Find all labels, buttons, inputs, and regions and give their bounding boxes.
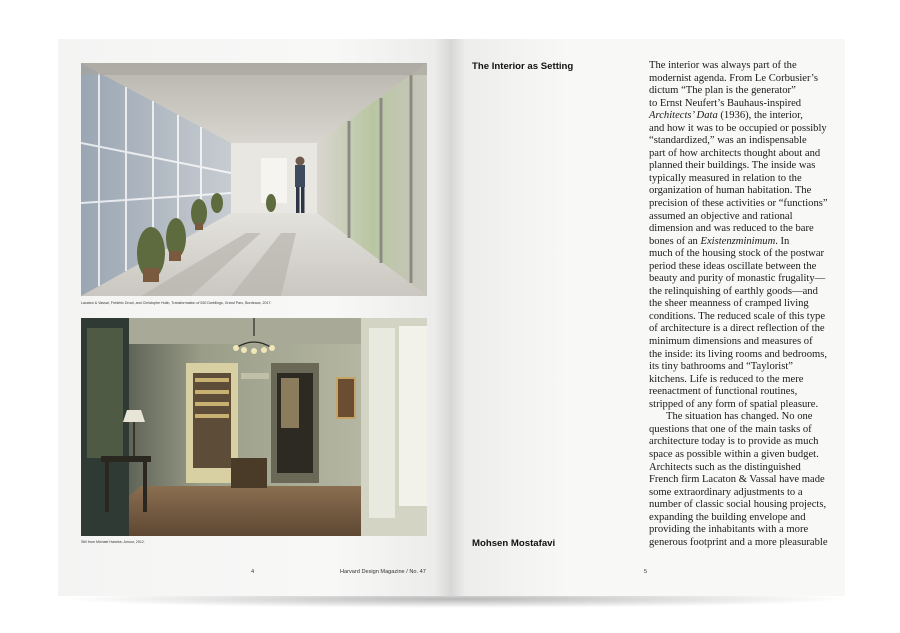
body-line: French firm Lacaton & Vassal have made (649, 474, 825, 486)
body-line: “standardized,” was an indispensable (649, 135, 807, 147)
body-line: Architects’ Data (1936), the interior, (649, 110, 803, 122)
caption-bottom: Still from Michael Haneke, Amour, 2012. (81, 540, 145, 544)
body-line: to Ernst Neufert’s Bauhaus-inspired (649, 97, 802, 109)
body-line: the sheer meanness of cramped living (649, 298, 809, 310)
body-line: generous footprint and a more pleasurable (649, 536, 828, 548)
body-line: the relinquishing of earthly goods—and (649, 285, 818, 297)
body-line: questions that one of the main tasks of (649, 423, 812, 435)
body-line: its tiny bathrooms and “Taylorist” (649, 361, 794, 373)
body-line: reenactment of functional routines, (649, 386, 798, 398)
body-line: assumed an objective and rational (649, 210, 793, 222)
body-line: conditions. The reduced scale of this type (649, 310, 826, 322)
body-line: minimum dimensions and measures of (649, 336, 813, 348)
body-line: of architecture is a direct reflection of the (649, 323, 825, 335)
author-name: Mohsen Mostafavi (472, 538, 556, 549)
photo-interior-enfilade (81, 318, 427, 536)
body-line: The situation has changed. No one (666, 411, 813, 423)
body-line: typically measured in relation to the (649, 172, 802, 184)
body-line: the inside: its living rooms and bedrooms, (649, 348, 828, 360)
body-line: number of classic social housing projects, (649, 499, 827, 511)
body-line: dictum “The plan is the generator” (649, 85, 796, 97)
body-line: modernist agenda. From Le Corbusier’s (649, 72, 818, 84)
body-line: beauty and purity of monastic frugality— (649, 273, 826, 285)
body-line: bones of an Existenzminimum. In (649, 235, 790, 247)
body-line: expanding the building envelope and (649, 511, 806, 523)
body-line: precision of these activities or “functions” (649, 198, 828, 210)
photo-winter-garden (81, 63, 427, 296)
body-line: The interior was always part of the (649, 60, 797, 71)
article-title: The Interior as Setting (472, 61, 574, 72)
body-line: organization of human habitation. The (649, 185, 812, 197)
body-line: Architects such as the distinguished (649, 461, 801, 473)
body-line: much of the housing stock of the postwar (649, 248, 825, 260)
running-footer: Harvard Design Magazine / No. 47 (340, 569, 426, 575)
left-page-number: 4 (251, 569, 255, 575)
body-line: kitchens. Life is reduced to the mere (649, 373, 804, 385)
right-page-number: 5 (644, 569, 648, 575)
body-line: providing the inhabitants with a more (649, 524, 809, 536)
body-line: some extraordinary adjustments to a (649, 486, 803, 498)
article-body (649, 60, 828, 549)
caption-top: Lacaton & Vassal, Frédéric Druot, and Christophe Hutin, Transformation of 530 Dwellings, Grand Parc, Bordeaux, 2017. (81, 301, 272, 305)
body-line: stripped of any form of spatial pleasure. (649, 398, 819, 410)
body-line: architecture today is to provide as much (649, 436, 819, 448)
body-line: part of how architects thought about and (649, 147, 821, 159)
body-line: and how it was to be occupied or possibly (649, 122, 827, 134)
body-line: space as possible within a given budget. (649, 448, 819, 460)
body-line: dimension and was reduced to the bare (649, 223, 814, 235)
body-line: period these ideas oscillate between the (649, 260, 817, 272)
body-line: planned their buildings. The inside was (649, 160, 816, 172)
